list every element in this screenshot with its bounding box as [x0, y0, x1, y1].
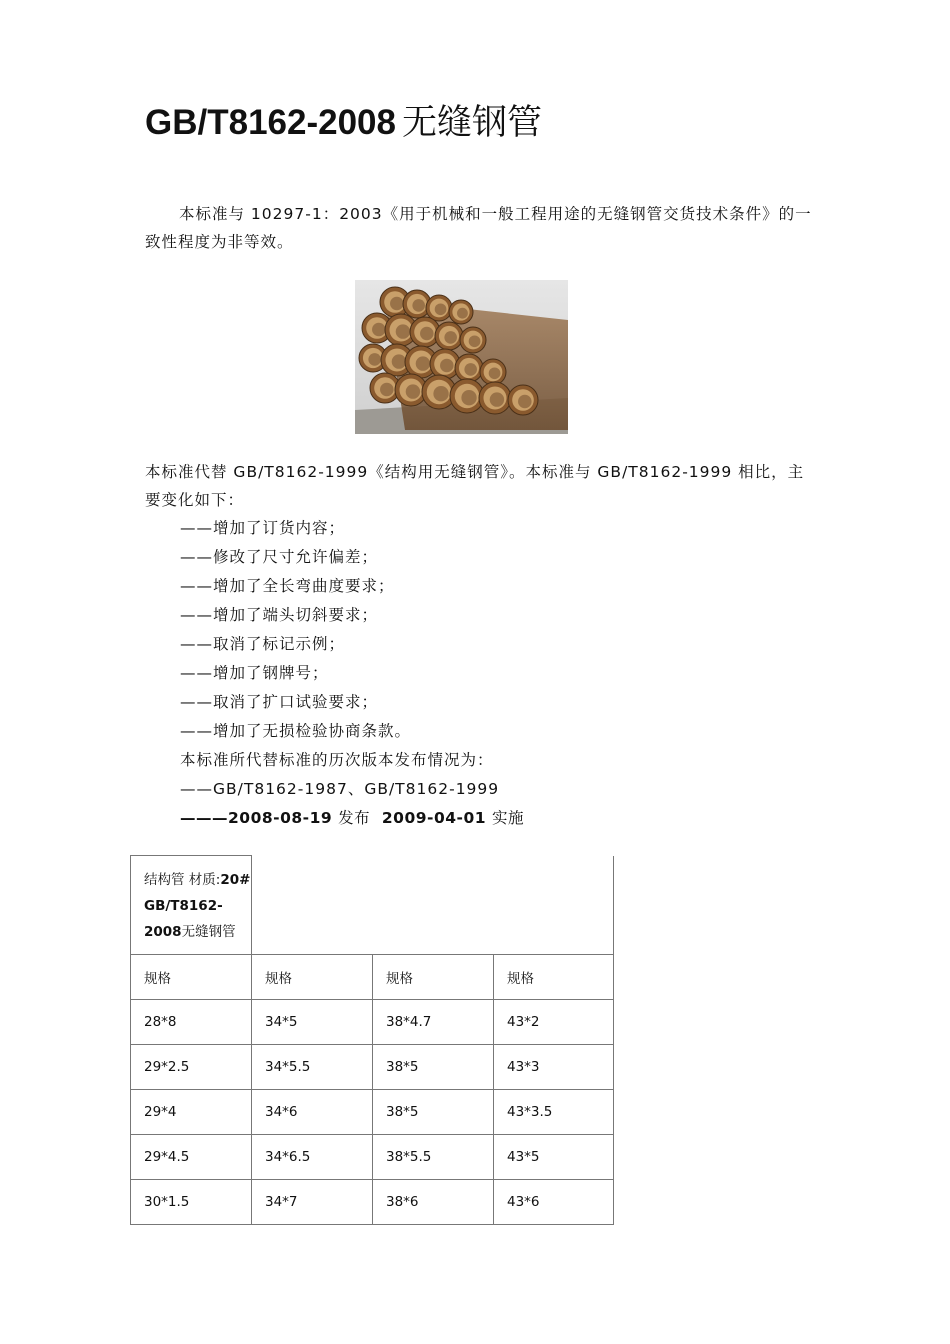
change-item: ——增加了无损检验协商条款。 [180, 722, 412, 740]
column-header: 规格 [131, 955, 252, 1000]
dates-dash: ——— [180, 809, 228, 827]
page-title [145, 98, 542, 148]
implement-label: 实施 [491, 809, 524, 827]
table-cell: 34*6.5 [252, 1135, 373, 1180]
change-item: ——增加了订货内容； [180, 519, 346, 537]
table-cell: 43*2 [494, 1000, 614, 1045]
table-cell: 28*8 [131, 1000, 252, 1045]
steel-pipes-illustration [355, 280, 568, 434]
table-cell: 38*5 [373, 1045, 494, 1090]
table-header-row [131, 856, 614, 955]
change-item: ——取消了标记示例； [180, 635, 346, 653]
table-cell: 34*6 [252, 1090, 373, 1135]
table-cell: 43*6 [494, 1180, 614, 1225]
table-row [131, 1180, 614, 1225]
table-cell: 38*5 [373, 1090, 494, 1135]
changes-list [180, 514, 524, 833]
column-header: 规格 [252, 955, 373, 1000]
table-cell: 34*5.5 [252, 1045, 373, 1090]
title-product-name: 无缝钢管 [401, 103, 542, 143]
table-row [131, 1045, 614, 1090]
table-column-header-row [131, 955, 614, 1000]
change-item: ——修改了尺寸允许偏差； [180, 548, 379, 566]
header-suffix: 无缝钢管 [181, 924, 236, 940]
table-cell: 29*2.5 [131, 1045, 252, 1090]
table-row [131, 1135, 614, 1180]
header-material: 20# GB/T8162-2008 [144, 872, 251, 940]
spec-table [130, 855, 614, 1225]
table-cell: 43*5 [494, 1135, 614, 1180]
steel-pipes-photo [355, 280, 568, 434]
title-standard-code: GB/T8162-2008 [145, 103, 396, 142]
change-item: ——增加了钢牌号； [180, 664, 329, 682]
publish-date: 2008-08-19 [228, 809, 333, 827]
change-item: ——取消了扩口试验要求； [180, 693, 379, 711]
change-item: ——增加了端头切斜要求； [180, 606, 379, 624]
table-cell: 38*4.7 [373, 1000, 494, 1045]
column-header: 规格 [373, 955, 494, 1000]
replaces-paragraph: 本标准代替 GB/T8162-1999《结构用无缝钢管》。本标准与 GB/T8162-1999 相比，主要变化如下： [145, 463, 805, 509]
table-cell: 30*1.5 [131, 1180, 252, 1225]
table-cell: 38*5.5 [373, 1135, 494, 1180]
dates-line [180, 804, 524, 833]
table-cell: 29*4.5 [131, 1135, 252, 1180]
table-row [131, 1000, 614, 1045]
publish-label: 发布 [338, 809, 371, 827]
table-cell: 34*7 [252, 1180, 373, 1225]
table-row [131, 1090, 614, 1135]
table-cell: 29*4 [131, 1090, 252, 1135]
column-header: 规格 [494, 955, 614, 1000]
implement-date: 2009-04-01 [381, 809, 487, 827]
table-cell: 38*6 [373, 1180, 494, 1225]
table-header-cell [131, 856, 252, 955]
table-cell: 43*3 [494, 1045, 614, 1090]
header-prefix: 结构管 材质: [144, 872, 221, 888]
history-versions: ——GB/T8162-1987、GB/T8162-1999 [180, 780, 500, 798]
table-cell: 34*5 [252, 1000, 373, 1045]
intro-paragraph: 本标准与 10297-1：2003《用于机械和一般工程用途的无缝钢管交货技术条件》的一致性程度为非等效。 [145, 205, 812, 251]
table-cell: 43*3.5 [494, 1090, 614, 1135]
history-intro: 本标准所代替标准的历次版本发布情况为： [180, 751, 494, 769]
change-item: ——增加了全长弯曲度要求； [180, 577, 395, 595]
table-header-blank [252, 856, 614, 955]
